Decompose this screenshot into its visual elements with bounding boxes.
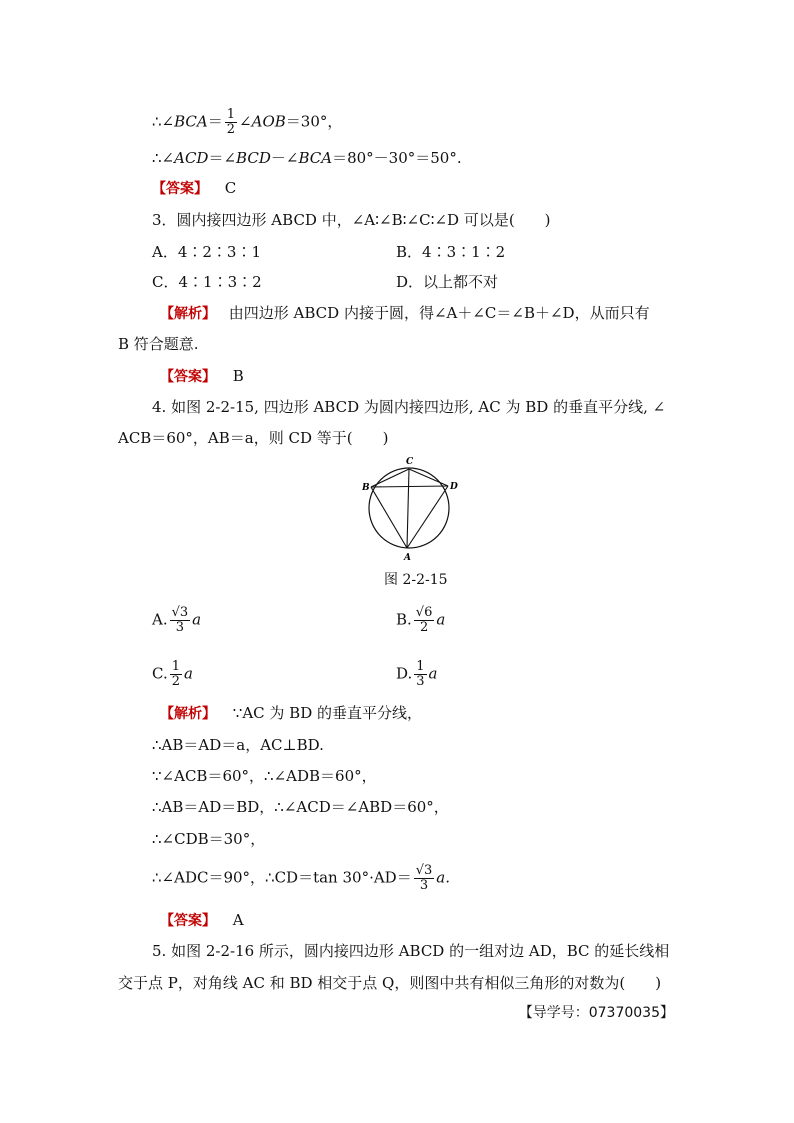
question-5-line2: 交于点 P，对角线 AC 和 BD 相交于点 Q，则图中共有相似三角形的对数为( ) — [118, 974, 662, 992]
question-4-line1: 4. 如图 2-2-15, 四边形 ABCD 为圆内接四边形, AC 为 BD 的垂直平分线, ∠ — [152, 398, 666, 416]
segment-ac — [407, 469, 409, 548]
circle-figure — [358, 452, 468, 568]
fraction-half: $\frac{1}{2}$ — [226, 107, 236, 137]
label-c: C — [406, 457, 414, 467]
solution-4-line3: ∵∠ACB＝60°，∴∠ADB＝60°， — [152, 767, 377, 785]
q3-option-c: C．4∶1∶3∶2 — [152, 273, 262, 291]
solution-4-line5: ∴∠CDB＝30°， — [152, 830, 266, 848]
solution-line-bca: ∴∠BCA＝ $\frac{1}{2}$ ∠AOB＝30°， — [152, 107, 343, 137]
figure-caption: 图 2-2-15 — [384, 572, 448, 588]
solution-4-line2: ∴AB＝AD＝a，AC⊥BD. — [152, 736, 324, 754]
label-a: A — [404, 553, 411, 563]
answer-value: B — [232, 367, 244, 385]
answer-value: A — [232, 911, 244, 929]
answer-line — [160, 366, 244, 387]
q3-option-d: D．以上都不对 — [396, 273, 499, 291]
study-number: 【导学号：07370035】 — [518, 1005, 674, 1021]
label-b: B — [362, 483, 370, 493]
q4-option-b: B. $\frac{√6}{2}$ a — [396, 605, 446, 635]
solution-tag: 【解析】 — [160, 706, 216, 722]
solution-3-line1: 【解析】 由四边形 ABCD 内接于圆，得∠A＋∠C＝∠B＋∠D，从而只有 — [160, 304, 650, 322]
q3-option-b: B．4∶3∶1∶2 — [396, 243, 506, 261]
q4-option-c: C. $\frac{1}{2}$ a — [152, 659, 193, 689]
solution-4-line4: ∴AB＝AD＝BD，∴∠ACD＝∠ABD＝60°， — [152, 798, 449, 816]
solution-tag: 【解析】 — [160, 306, 216, 322]
solution-4-line6: ∴∠ADC＝90°，∴CD＝tan 30°·AD＝ $\frac{√3}{3}$ a. — [152, 863, 450, 893]
answer-value: C — [224, 179, 237, 197]
answer-tag: 【答案】 — [152, 181, 208, 197]
question-5-line1: 5. 如图 2-2-16 所示，圆内接四边形 ABCD 的一组对边 AD，BC 的延长线相 — [152, 942, 670, 960]
answer-line — [160, 910, 244, 931]
segment-da — [407, 486, 448, 548]
answer-line — [152, 178, 236, 199]
segment-bc — [371, 469, 409, 487]
segment-cd — [409, 469, 448, 486]
q3-option-a: A．4∶2∶3∶1 — [152, 243, 262, 261]
solution-line-acd: ∴∠ACD＝∠BCD－∠BCA＝80°－30°＝50°. — [152, 149, 462, 167]
solution-4-line1: 【解析】 ∵AC 为 BD 的垂直平分线， — [160, 704, 422, 722]
segment-bd — [371, 486, 448, 487]
question-3: 3．圆内接四边形 ABCD 中，∠A∶∠B∶∠C∶∠D 可以是( ) — [152, 211, 551, 229]
solution-3-line2: B 符合题意. — [118, 335, 199, 353]
question-4-line2: ACB＝60°，AB＝a，则 CD 等于( ) — [118, 429, 389, 447]
segment-ab — [371, 487, 407, 548]
q4-option-a: A. $\frac{√3}{3}$ a — [152, 605, 202, 635]
answer-tag: 【答案】 — [160, 913, 216, 929]
label-d: D — [450, 482, 458, 492]
answer-tag: 【答案】 — [160, 369, 216, 385]
q4-option-d: D. $\frac{1}{3}$ a — [396, 659, 438, 689]
